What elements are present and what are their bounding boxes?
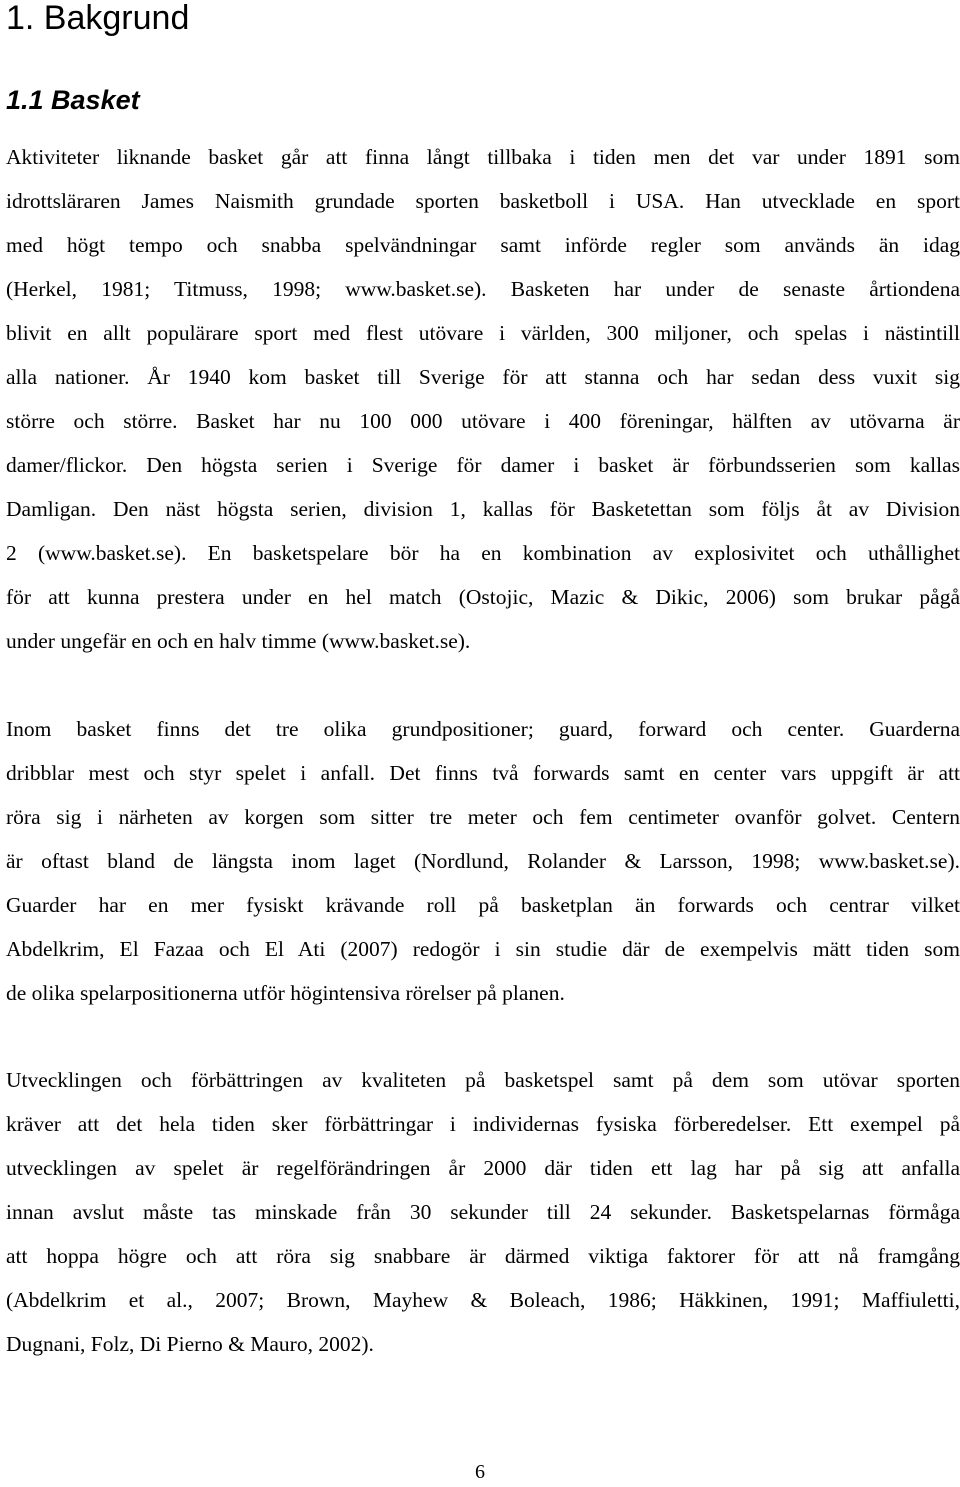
paragraph-line: större och större. Basket har nu 100 000 utövare i 400 föreningar, hälften av utövarna är: [6, 409, 960, 433]
paragraph-positions: [6, 707, 960, 1015]
paragraph-line: Dugnani, Folz, Di Pierno & Mauro, 2002).: [6, 1332, 374, 1356]
paragraph-line: Aktiviteter liknande basket går att finna långt tillbaka i tiden men det var under 1891 som: [6, 145, 960, 169]
paragraph-line: röra sig i närheten av korgen som sitter tre meter och fem centimeter ovanför golvet. Centern: [6, 805, 960, 829]
paragraph-line: (Abdelkrim et al., 2007; Brown, Mayhew & Boleach, 1986; Häkkinen, 1991; Maffiuletti,: [6, 1288, 960, 1312]
paragraph-line: Guarder har en mer fysiskt krävande roll på basketplan än forwards och centrar vilket: [6, 893, 960, 917]
paragraph-development: [6, 1058, 960, 1366]
paragraph-line: under ungefär en och en halv timme (www.basket.se).: [6, 629, 471, 653]
paragraph-line: idrottsläraren James Naismith grundade sporten basketboll i USA. Han utvecklade en sport: [6, 189, 960, 213]
paragraph-line: damer/flickor. Den högsta serien i Sverige för damer i basket är förbundsserien som kallas: [6, 453, 960, 477]
paragraph-line: Inom basket finns det tre olika grundpositioner; guard, forward och center. Guarderna: [6, 717, 960, 741]
paragraph-line: dribblar mest och styr spelet i anfall. Det finns två forwards samt en center vars uppgift är att: [6, 761, 960, 785]
paragraph-line: (Herkel, 1981; Titmuss, 1998; www.basket.se). Basketen har under de senaste årtiondena: [6, 277, 960, 301]
paragraph-line: för att kunna prestera under en hel match (Ostojic, Mazic & Dikic, 2006) som brukar pågå: [6, 585, 960, 609]
paragraph-line: är oftast bland de längsta inom laget (Nordlund, Rolander & Larsson, 1998; www.basket.se).: [6, 849, 960, 873]
paragraph-line: 2 (www.basket.se). En basketspelare bör ha en kombination av explosivitet och uthållighet: [6, 541, 960, 565]
paragraph-history: [6, 135, 960, 663]
section-heading: 1.1 Basket: [6, 85, 140, 115]
paragraph-line: de olika spelarpositionerna utför högintensiva rörelser på planen.: [6, 981, 565, 1005]
paragraph-line: att hoppa högre och att röra sig snabbare är därmed viktiga faktorer för att nå framgång: [6, 1244, 960, 1268]
paragraph-line: Abdelkrim, El Fazaa och El Ati (2007) redogör i sin studie där de exempelvis mätt tiden som: [6, 937, 960, 961]
paragraph-line: Damligan. Den näst högsta serien, division 1, kallas för Basketettan som följs åt av Division: [6, 497, 960, 521]
paragraph-line: innan avslut måste tas minskade från 30 sekunder till 24 sekunder. Basketspelarnas förmåga: [6, 1200, 960, 1224]
chapter-heading: 1. Bakgrund: [6, 0, 190, 37]
paragraph-line: kräver att det hela tiden sker förbättringar i individernas fysiska förberedelser. Ett exempel på: [6, 1112, 960, 1136]
page-number: 6: [475, 1461, 485, 1483]
paragraph-line: med högt tempo och snabba spelvändningar samt införde regler som används än idag: [6, 233, 960, 257]
paragraph-line: blivit en allt populärare sport med flest utövare i världen, 300 miljoner, och spelas i nästintill: [6, 321, 960, 345]
paragraph-line: utvecklingen av spelet är regelförändringen år 2000 där tiden ett lag har på sig att anfalla: [6, 1156, 960, 1180]
paragraph-line: alla nationer. År 1940 kom basket till Sverige för att stanna och har sedan dess vuxit sig: [6, 365, 960, 389]
paragraph-line: Utvecklingen och förbättringen av kvaliteten på basketspel samt på dem som utövar sporten: [6, 1068, 960, 1092]
